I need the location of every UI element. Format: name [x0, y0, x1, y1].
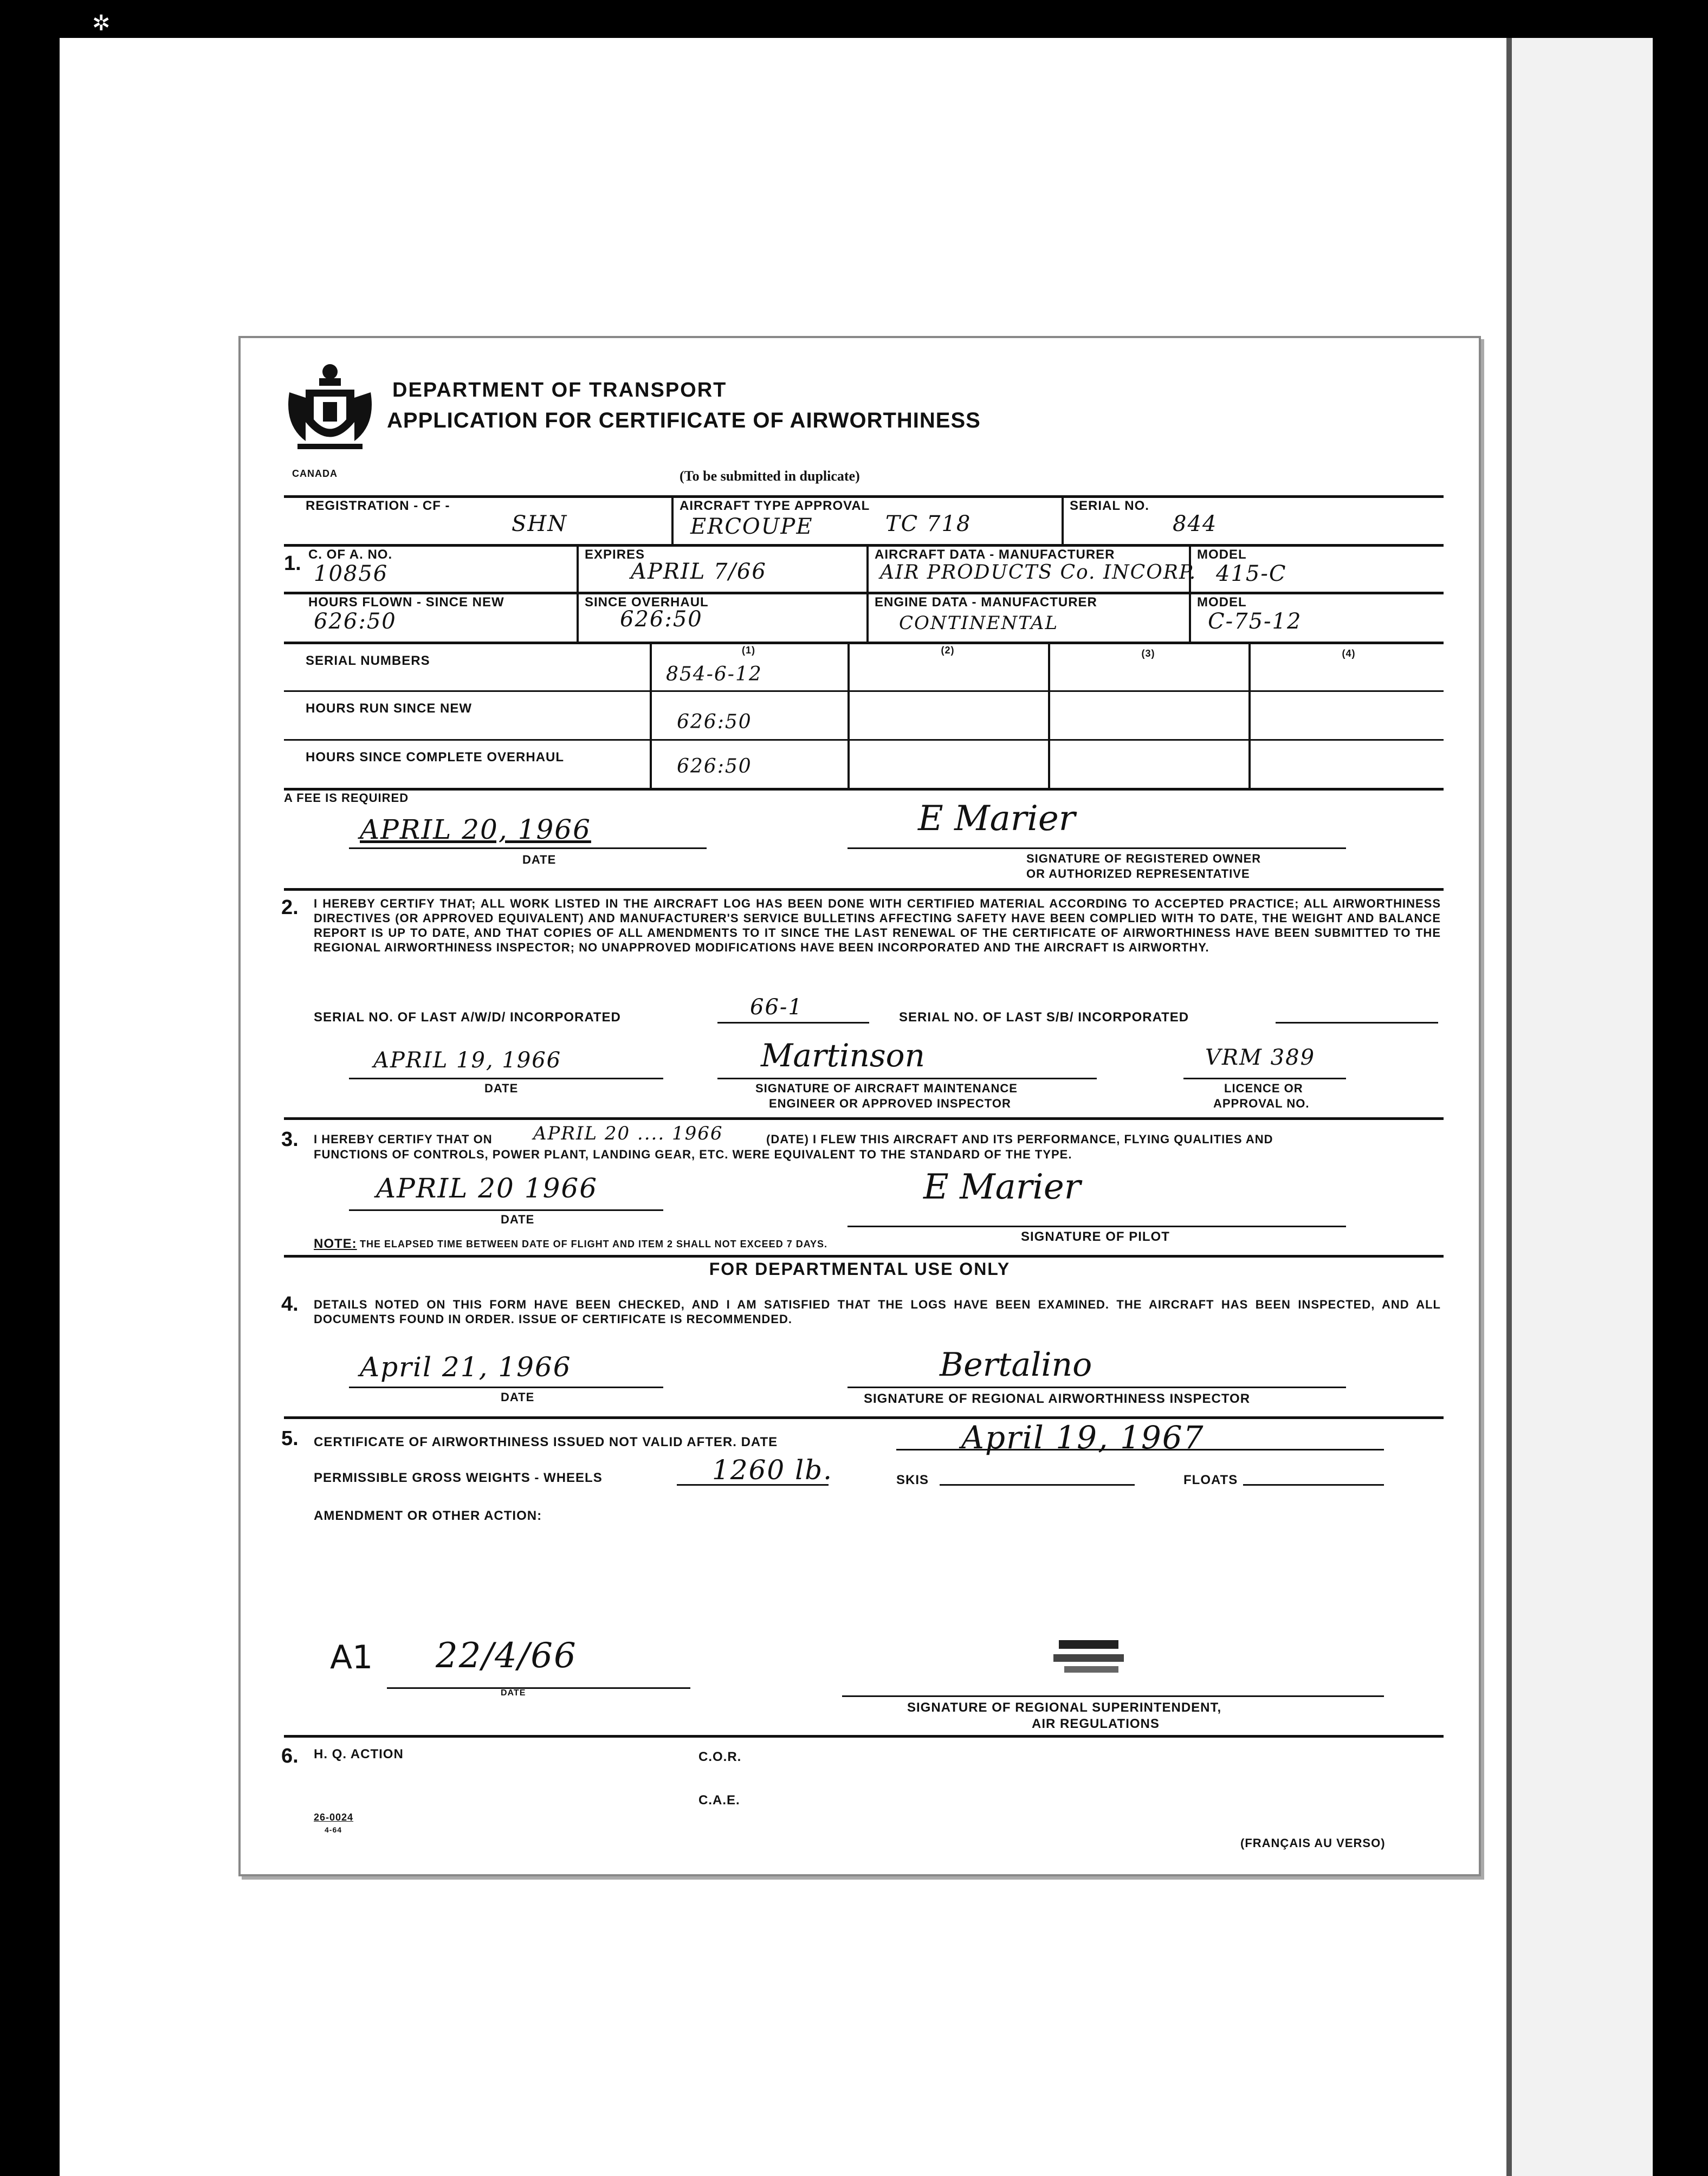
superintendent-signature-label-1: SIGNATURE OF REGIONAL SUPERINTENDENT, — [907, 1700, 1222, 1715]
superintendent-date-label: DATE — [501, 1688, 526, 1698]
table-row-label: SERIAL NUMBERS — [306, 653, 430, 668]
country-label: CANADA — [292, 468, 338, 479]
licence-label-2: APPROVAL NO. — [1213, 1097, 1310, 1110]
owner-date-value: APRIL 20, 1966 — [360, 814, 591, 845]
model-value: 415-C — [1216, 561, 1287, 586]
cor-label: C.O.R. — [698, 1750, 742, 1764]
expires-label: EXPIRES — [585, 547, 645, 562]
department-title: DEPARTMENT OF TRANSPORT — [392, 379, 727, 401]
rule — [1243, 1484, 1384, 1486]
form-date: 4-64 — [325, 1825, 342, 1834]
column-header: (1) — [742, 645, 755, 656]
licence-label-1: LICENCE OR — [1224, 1081, 1303, 1095]
rule — [284, 690, 1444, 692]
hq-action-label: H. Q. ACTION — [314, 1747, 404, 1761]
section-2-number: 2. — [281, 896, 299, 919]
rule — [847, 1226, 1346, 1227]
canada-crest-icon — [284, 360, 376, 468]
type-approval-label: AIRCRAFT TYPE APPROVAL — [680, 498, 870, 513]
registration-label: REGISTRATION - CF - — [306, 498, 450, 513]
serial-label: SERIAL NO. — [1070, 498, 1149, 513]
pilot-date-value: APRIL 20 1966 — [376, 1173, 598, 1204]
table-cell: 854-6-12 — [666, 663, 762, 685]
rule — [349, 1078, 663, 1079]
divider — [577, 544, 579, 642]
owner-signature-label-2: OR AUTHORIZED REPRESENTATIVE — [1026, 867, 1250, 880]
pilot-signature-label: SIGNATURE OF PILOT — [1021, 1229, 1170, 1244]
inspector-date-value: April 21, 1966 — [360, 1351, 572, 1383]
official-stamp-icon — [1048, 1636, 1135, 1679]
section-3-text-c: FUNCTIONS OF CONTROLS, POWER PLANT, LANDING GEAR, ETC. WERE EQUIVALENT TO THE STANDARD OF THE TYPE. — [314, 1148, 1072, 1161]
rule — [847, 847, 1346, 849]
table-cell: 626:50 — [677, 711, 752, 733]
hours-new-value: 626:50 — [314, 609, 397, 634]
superintendent-date-value: 22/4/66 — [436, 1636, 577, 1676]
form-subtitle: (To be submitted in duplicate) — [680, 468, 860, 484]
floats-label: FLOATS — [1183, 1473, 1238, 1487]
model-label: MODEL — [1197, 547, 1247, 562]
awd-label: SERIAL NO. OF LAST A/W/D/ INCORPORATED — [314, 1010, 621, 1025]
rule — [284, 1416, 1444, 1419]
engine-manufacturer-label: ENGINE DATA - MANUFACTURER — [875, 595, 1097, 610]
wheels-value: 1260 lb. — [712, 1454, 833, 1486]
scan-right-strip — [1512, 38, 1653, 2176]
section-4-number: 4. — [281, 1293, 299, 1316]
note-text: THE ELAPSED TIME BETWEEN DATE OF FLIGHT AND ITEM 2 SHALL NOT EXCEED 7 DAYS. — [360, 1239, 828, 1249]
rule — [717, 1078, 1097, 1079]
engine-manufacturer-value: CONTINENTAL — [899, 612, 1059, 634]
cofa-value: 10856 — [314, 561, 389, 586]
sb-label: SERIAL NO. OF LAST S/B/ INCORPORATED — [899, 1010, 1189, 1025]
form-number: 26-0024 — [314, 1812, 354, 1823]
rule — [940, 1484, 1135, 1486]
rule — [896, 1449, 1384, 1450]
rule — [284, 1117, 1444, 1120]
cae-label: C.A.E. — [698, 1793, 740, 1808]
section-2-text: I HEREBY CERTIFY THAT; ALL WORK LISTED IN THE AIRCRAFT LOG HAS BEEN DONE WITH CERTIFIED MATERIAL ACCORDING TO ACCEPTED PRACTICE; ALL AIRWORTHINESS DIRECTIVES (OR APPROVED EQUIVALENT) AND MANUFACTURER'S SERVICE BULLETINS AFFECTING SAFETY HAVE BEEN COMPLIED WITH TO DATE, THE WEIGHT AND BALANCE REPORT IS UP TO DATE, AND THAT COPIES OF ALL AMENDMENTS TO IT SINCE THE LAST RENEWAL OF THE CERTIFICATE OF AIRWORTHINESS HAVE BEEN SUBMITTED TO THE REGIONAL AIRWORTHINESS INSPECTOR; NO UNAPPROVED MODIFICATIONS HAVE BEEN INCORPORATED AND THE AIRCRAFT IS AIRWORTHY. — [314, 897, 1441, 954]
since-overhaul-label: SINCE OVERHAUL — [585, 595, 709, 610]
rule — [284, 1735, 1444, 1738]
rule — [284, 592, 1444, 594]
owner-signature-label-1: SIGNATURE OF REGISTERED OWNER — [1026, 852, 1261, 865]
type-approval-value-b: TC 718 — [885, 511, 972, 536]
divider — [1062, 495, 1064, 544]
rule — [349, 1209, 663, 1211]
amendment-mark: A1 — [330, 1639, 373, 1676]
rule — [387, 1687, 690, 1689]
engineer-date-value: APRIL 19, 1966 — [373, 1048, 562, 1073]
registration-value: SHN — [512, 511, 568, 536]
form-title: APPLICATION FOR CERTIFICATE OF AIRWORTHINESS — [387, 409, 981, 432]
superintendent-signature-label-2: AIR REGULATIONS — [1032, 1717, 1160, 1731]
engineer-signature-label-2: ENGINEER OR APPROVED INSPECTOR — [769, 1097, 1011, 1110]
pilot-signature: E Marier — [923, 1167, 1081, 1207]
rule — [847, 1387, 1346, 1388]
licence-value: VRM 389 — [1205, 1045, 1316, 1070]
serial-value: 844 — [1173, 511, 1218, 536]
section-1-number: 1. — [284, 552, 301, 575]
section-5-number: 5. — [281, 1427, 299, 1450]
rule — [284, 544, 1444, 547]
rule — [842, 1695, 1384, 1697]
scan-mark: ✲ — [92, 11, 111, 35]
pilot-date-label: DATE — [501, 1213, 535, 1226]
engine-model-value: C-75-12 — [1208, 609, 1302, 634]
rule — [1276, 1022, 1438, 1024]
column-header: (4) — [1342, 648, 1356, 659]
inspector-signature-label: SIGNATURE OF REGIONAL AIRWORTHINESS INSPECTOR — [864, 1391, 1251, 1406]
type-approval-value-a: ERCOUPE — [690, 514, 813, 539]
column-header: (3) — [1141, 648, 1155, 659]
section-3-text-a: I HEREBY CERTIFY THAT ON — [314, 1132, 493, 1146]
rule — [284, 888, 1444, 891]
engineer-signature-label-1: SIGNATURE OF AIRCRAFT MAINTENANCE — [755, 1081, 1018, 1095]
rule — [349, 1387, 663, 1388]
owner-signature: E Marier — [918, 799, 1076, 839]
rule — [677, 1484, 829, 1486]
engineer-signature: Martinson — [761, 1037, 925, 1074]
inspector-date-label: DATE — [501, 1390, 535, 1404]
inspector-signature: Bertalino — [940, 1346, 1092, 1384]
section-4-text: DETAILS NOTED ON THIS FORM HAVE BEEN CHECKED, AND I AM SATISFIED THAT THE LOGS HAVE BEEN EXAMINED. THE AIRCRAFT HAS BEEN INSPECTED, AND ALL DOCUMENTS FOUND IN ORDER. ISSUE OF CERTIFICATE IS RECOMMENDED. — [314, 1298, 1441, 1326]
rule — [284, 1255, 1444, 1258]
divider — [1248, 642, 1251, 788]
flight-date-inline: APRIL 20 .... 1966 — [533, 1123, 723, 1144]
since-overhaul-value: 626:50 — [620, 607, 703, 632]
airworthiness-application-form — [238, 336, 1481, 1876]
manufacturer-value: AIR PRODUCTS Co. INCORP. — [880, 561, 1197, 584]
section-3-number: 3. — [281, 1128, 299, 1151]
divider — [650, 642, 652, 788]
divider — [1048, 642, 1050, 788]
divider — [847, 642, 850, 788]
table-row-label: HOURS RUN SINCE NEW — [306, 701, 473, 716]
table-cell: 626:50 — [677, 755, 752, 778]
certificate-validity-value: April 19, 1967 — [961, 1419, 1205, 1456]
section-3-text-b: (DATE) I FLEW THIS AIRCRAFT AND ITS PERFORMANCE, FLYING QUALITIES AND — [766, 1132, 1273, 1146]
rule — [284, 642, 1444, 644]
gross-weights-label: PERMISSIBLE GROSS WEIGHTS - WHEELS — [314, 1471, 603, 1485]
french-on-reverse: (FRANÇAIS AU VERSO) — [1240, 1836, 1386, 1850]
awd-value: 66-1 — [750, 995, 803, 1020]
skis-label: SKIS — [896, 1473, 929, 1487]
rule — [284, 495, 1444, 498]
engine-model-label: MODEL — [1197, 595, 1247, 610]
amendment-label: AMENDMENT OR OTHER ACTION: — [314, 1508, 542, 1523]
table-row-label: HOURS SINCE COMPLETE OVERHAUL — [306, 750, 565, 765]
departmental-use-heading: FOR DEPARTMENTAL USE ONLY — [709, 1259, 1011, 1279]
expires-value: APRIL 7/66 — [631, 559, 767, 584]
hours-new-label: HOURS FLOWN - SINCE NEW — [308, 595, 504, 610]
fee-label: A FEE IS REQUIRED — [284, 791, 409, 805]
divider — [866, 544, 869, 642]
rule — [349, 847, 707, 849]
section-6-number: 6. — [281, 1745, 299, 1767]
column-header: (2) — [941, 645, 955, 656]
rule — [284, 739, 1444, 741]
cofa-label: C. OF A. NO. — [308, 547, 393, 562]
divider — [671, 495, 674, 544]
owner-date-label: DATE — [522, 853, 557, 866]
certificate-validity-label: CERTIFICATE OF AIRWORTHINESS ISSUED NOT VALID AFTER. DATE — [314, 1435, 778, 1449]
divider — [1189, 544, 1191, 642]
rule — [1183, 1078, 1346, 1079]
rule — [284, 788, 1444, 791]
manufacturer-label: AIRCRAFT DATA - MANUFACTURER — [875, 547, 1115, 562]
engineer-date-label: DATE — [484, 1081, 519, 1095]
rule — [717, 1022, 869, 1024]
note-label: NOTE: — [314, 1236, 357, 1251]
